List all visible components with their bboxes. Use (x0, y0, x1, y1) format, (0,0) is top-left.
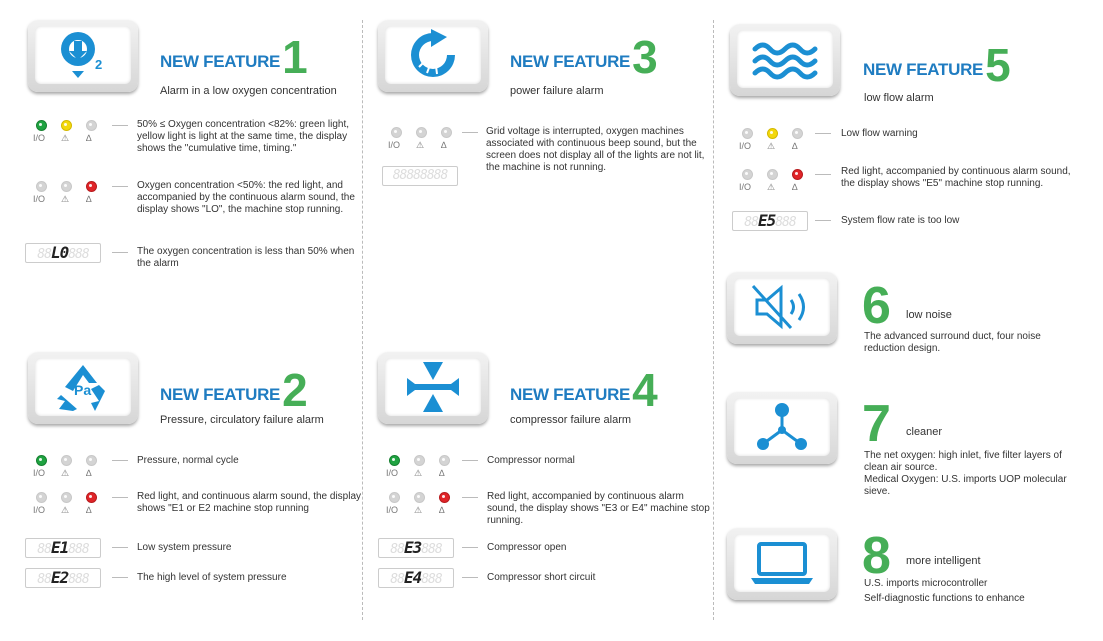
oxygen-icon (48, 27, 118, 83)
feature-4-heading: NEW FEATURE4 (510, 364, 658, 416)
feature-1-item-1-text: 50% ≤ Oxygen concentration <82%: green light, yellow light is light at the same time, the display shows the "cumulative time, timing." (137, 119, 350, 154)
indicator-lights (385, 127, 460, 157)
indicator-light-off (86, 455, 97, 466)
feature-4-item-1-text: Compressor normal (487, 455, 575, 466)
feature-3-subtitle: power failure alarm (510, 85, 604, 97)
feature-4-item-4-text: Compressor short circuit (487, 572, 596, 583)
indicator-light-off (36, 492, 47, 503)
laptop-icon (747, 538, 817, 588)
feature-5-item-2-text: Red light, accompanied by continuous alarm sound, the display shows "E5" machine stop running. (841, 166, 1071, 189)
indicator-light-yellow (61, 120, 72, 131)
feature-5-subtitle: low flow alarm (864, 92, 934, 104)
indicator-light-off (414, 455, 425, 466)
power-failure-icon (403, 27, 463, 83)
indicator-label: ∆ (86, 194, 92, 204)
connector-line (112, 125, 128, 126)
feature-5-item-3-text: System flow rate is too low (841, 215, 960, 226)
oxygen-icon-tile (28, 20, 138, 92)
connector-line (112, 547, 128, 548)
indicator-label: ⚠ (767, 141, 776, 151)
indicator-light-off (439, 455, 450, 466)
status-display: 88E2888 (25, 568, 101, 588)
feature-4-item-3-text: Compressor open (487, 542, 567, 553)
indicator-label: ⚠ (61, 194, 70, 204)
compressor-icon-tile (378, 352, 488, 424)
indicator-lights (30, 181, 105, 211)
indicator-label: ∆ (792, 182, 798, 192)
feature-8-text-1: U.S. imports microcontroller (864, 578, 988, 589)
indicator-lights (736, 169, 811, 199)
feature-8-title: more intelligent (906, 555, 981, 567)
svg-text:2: 2 (95, 57, 103, 72)
indicator-light-off (742, 128, 753, 139)
feature-1-item-2-text: Oxygen concentration <50%: the red light, and accompanied by the continuous alarm sound, the display shows "LO", the machine stop running. (137, 180, 355, 215)
connector-line (112, 577, 128, 578)
indicator-lights (30, 120, 105, 150)
connector-line (462, 547, 478, 548)
indicator-lights (736, 128, 811, 158)
feature-7-number: 7 (862, 395, 891, 453)
connector-line (112, 497, 128, 498)
indicator-light-off (414, 492, 425, 503)
indicator-label: ⚠ (61, 468, 70, 478)
power-icon-tile (378, 20, 488, 92)
indicator-light-off (742, 169, 753, 180)
feature-5-heading: NEW FEATURE5 (863, 39, 1011, 91)
indicator-light-off (61, 455, 72, 466)
indicator-light-off (389, 492, 400, 503)
feature-1-subtitle: Alarm in a low oxygen concentration (160, 85, 337, 97)
indicator-label: ⚠ (416, 140, 425, 150)
indicator-lights (383, 455, 458, 485)
feature-2-item-1-text: Pressure, normal cycle (137, 455, 239, 466)
indicator-label: I/O (388, 140, 401, 150)
status-display: 88E3888 (378, 538, 454, 558)
indicator-label: ∆ (86, 133, 92, 143)
connector-line (815, 174, 831, 175)
connector-line (112, 460, 128, 461)
indicator-light-off (441, 127, 452, 138)
indicator-light-off (36, 181, 47, 192)
indicator-label: I/O (33, 194, 46, 204)
feature-2-item-4-text: The high level of system pressure (137, 572, 287, 583)
feature-8-number: 8 (862, 527, 891, 585)
indicator-label: ⚠ (61, 133, 70, 143)
indicator-label: ∆ (86, 505, 92, 515)
indicator-label: I/O (33, 468, 46, 478)
feature-5-item-1-text: Low flow warning (841, 128, 918, 139)
indicator-light-green (36, 455, 47, 466)
connector-line (462, 497, 478, 498)
feature-8-text-2: Self-diagnostic functions to enhance (864, 593, 1025, 604)
indicator-label: ∆ (441, 140, 447, 150)
status-display: 88E5888 (732, 211, 808, 231)
indicator-light-off (61, 181, 72, 192)
feature-4-subtitle: compressor failure alarm (510, 414, 632, 426)
mute-speaker-icon (747, 282, 817, 332)
indicator-light-red (86, 492, 97, 503)
indicator-light-off (416, 127, 427, 138)
low-noise-icon-tile (727, 272, 837, 344)
feature-3-item-1-text: Grid voltage is interrupted, oxygen machines associated with continuous beep sound, but the screen does not display all of the lights are not lit, the machine is not running. (486, 126, 705, 173)
feature-2-subtitle: Pressure, circulatory failure alarm (160, 414, 324, 426)
status-display: 88E4888 (378, 568, 454, 588)
indicator-label: I/O (739, 141, 752, 151)
feature-2-heading: NEW FEATURE2 (160, 364, 308, 416)
connector-line (462, 460, 478, 461)
feature-7-title: cleaner (906, 426, 943, 438)
indicator-label: ⚠ (767, 182, 776, 192)
indicator-label: I/O (386, 468, 399, 478)
indicator-lights (30, 492, 105, 522)
status-display: 88L0888 (25, 243, 101, 263)
pressure-icon-tile (28, 352, 138, 424)
indicator-light-green (389, 455, 400, 466)
feature-1-item-3-text: The oxygen concentration is less than 50% when the alarm (137, 246, 355, 269)
feature-3-heading: NEW FEATURE3 (510, 31, 658, 83)
feature-6-title: low noise (906, 309, 952, 321)
indicator-label: ∆ (439, 468, 445, 478)
water-flow-icon (749, 37, 821, 81)
feature-1-heading: NEW FEATURE1 (160, 31, 308, 83)
indicator-light-green (36, 120, 47, 131)
indicator-light-off (792, 128, 803, 139)
feature-7-text-1: The net oxygen: high inlet, five filter layers of clean air source. (864, 450, 1062, 473)
feature-6-text: The advanced surround duct, four noise reduction design. (864, 331, 1041, 354)
feature-2-item-2-text: Red light, and continuous alarm sound, the display shows "E1 or E2 machine stop running (137, 491, 362, 514)
indicator-light-red (792, 169, 803, 180)
feature-6-number: 6 (862, 277, 891, 335)
indicator-light-off (61, 492, 72, 503)
indicator-light-off (391, 127, 402, 138)
indicator-label: ∆ (86, 468, 92, 478)
indicator-label: ⚠ (414, 468, 423, 478)
indicator-light-red (439, 492, 450, 503)
indicator-label: I/O (33, 505, 46, 515)
feature-7-text-2: Medical Oxygen: U.S. imports UOP molecular sieve. (864, 474, 1067, 497)
recycle-pressure-icon (51, 361, 115, 413)
feature-2-item-3-text: Low system pressure (137, 542, 232, 553)
indicator-light-red (86, 181, 97, 192)
connector-line (815, 220, 831, 221)
column-divider-2 (713, 20, 714, 620)
svg-text:Pa: Pa (74, 382, 92, 398)
indicator-lights (383, 492, 458, 522)
feature-4-item-2-text: Red light, accompanied by continuous alarm sound, the display shows "E3 or E4" machine stop running. (487, 491, 710, 526)
indicator-label: ∆ (439, 505, 445, 515)
status-display: 88E1888 (25, 538, 101, 558)
molecule-icon (747, 400, 817, 454)
indicator-label: I/O (739, 182, 752, 192)
cleaner-icon-tile (727, 392, 837, 464)
indicator-label: I/O (386, 505, 399, 515)
connector-line (815, 133, 831, 134)
indicator-label: ⚠ (61, 505, 70, 515)
status-display-blank: 88888888 (382, 166, 458, 186)
indicator-light-off (767, 169, 778, 180)
connector-line (112, 186, 128, 187)
compressor-icon (403, 360, 463, 414)
indicator-label: ⚠ (414, 505, 423, 515)
connector-line (462, 577, 478, 578)
indicator-light-off (86, 120, 97, 131)
indicator-label: ∆ (792, 141, 798, 151)
indicator-lights (30, 455, 105, 485)
flow-icon-tile (730, 24, 840, 96)
indicator-label: I/O (33, 133, 46, 143)
intelligent-icon-tile (727, 528, 837, 600)
connector-line (462, 132, 478, 133)
column-divider-1 (362, 20, 363, 620)
connector-line (112, 252, 128, 253)
indicator-light-yellow (767, 128, 778, 139)
